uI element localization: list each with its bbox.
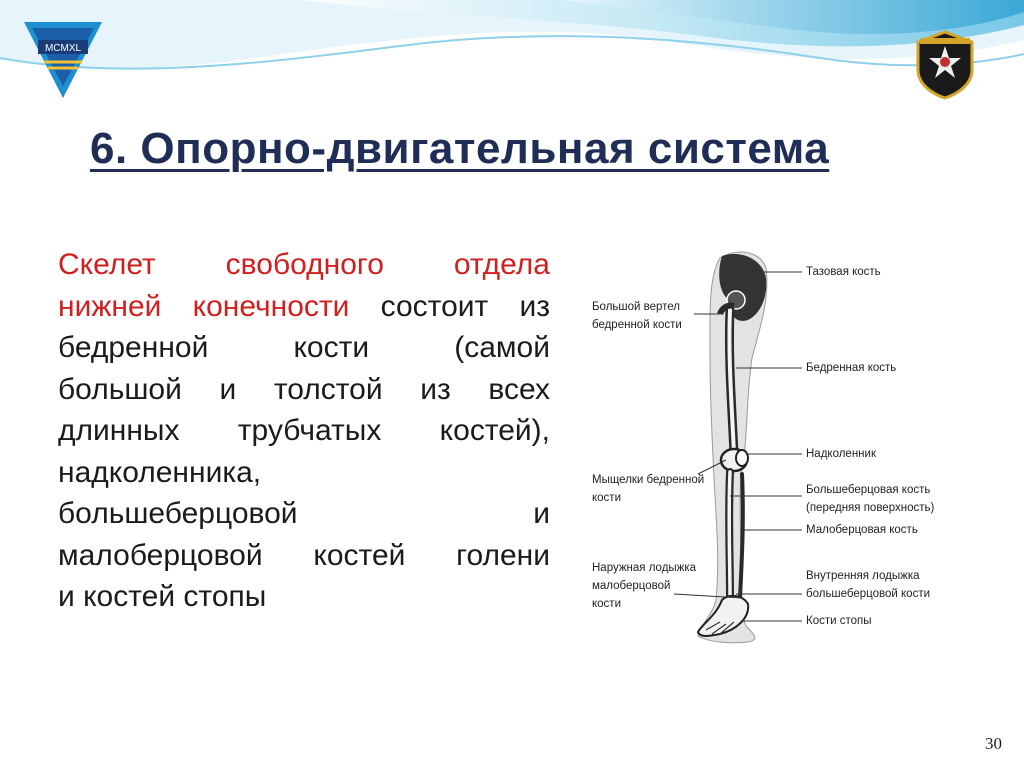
label-greater-trochanter-2: бедренной кости: [592, 319, 682, 331]
label-patella: Надколенник: [806, 448, 876, 460]
label-fibula: Малоберцовая кость: [806, 524, 918, 536]
leg-skeleton-figure: [570, 238, 992, 682]
label-pelvic-bone: Тазовая кость: [806, 266, 881, 278]
label-lateral-malleolus-2: малоберцовой: [592, 580, 671, 592]
label-medial-malleolus: Внутренняя лодыжка: [806, 570, 920, 582]
body-line: и костей стопы: [58, 580, 267, 613]
label-foot-bones: Кости стопы: [806, 615, 872, 627]
body-paragraph: [58, 244, 550, 618]
body-line: длинных трубчатых костей),: [58, 414, 550, 447]
label-femoral-condyles: Мыщелки бедренной: [592, 474, 705, 486]
label-greater-trochanter: Большой вертел: [592, 301, 681, 313]
page-number: 30: [985, 734, 1002, 753]
body-line: нижней конечности состоит из: [58, 289, 550, 323]
header-wave-decoration: [0, 0, 1024, 120]
label-tibia: Большеберцовая кость: [806, 484, 931, 496]
body-line: Скелет свободного отдела: [58, 248, 550, 281]
slide-title: 6. Опорно-двигательная система: [90, 124, 830, 173]
logo-text: MCMXL: [44, 43, 82, 54]
body-line: надколенника,: [58, 455, 262, 489]
label-femur: Бедренная кость: [806, 362, 897, 374]
label-lateral-malleolus-3: кости: [592, 598, 621, 610]
label-lateral-malleolus: Наружная лодыжка: [592, 562, 697, 574]
body-line: большой и толстой из всех: [58, 372, 550, 406]
body-line: большеберцовой и: [58, 497, 550, 530]
label-femoral-condyles-2: кости: [592, 492, 621, 504]
military-emblem: [914, 30, 976, 100]
label-tibia-note: (передняя поверхность): [806, 502, 935, 514]
body-line: малоберцовой костей голени: [58, 538, 550, 572]
label-medial-malleolus-2: большеберцовой кости: [806, 588, 931, 600]
body-line: бедренной кости (самой: [58, 331, 550, 364]
institution-logo: [22, 14, 104, 100]
